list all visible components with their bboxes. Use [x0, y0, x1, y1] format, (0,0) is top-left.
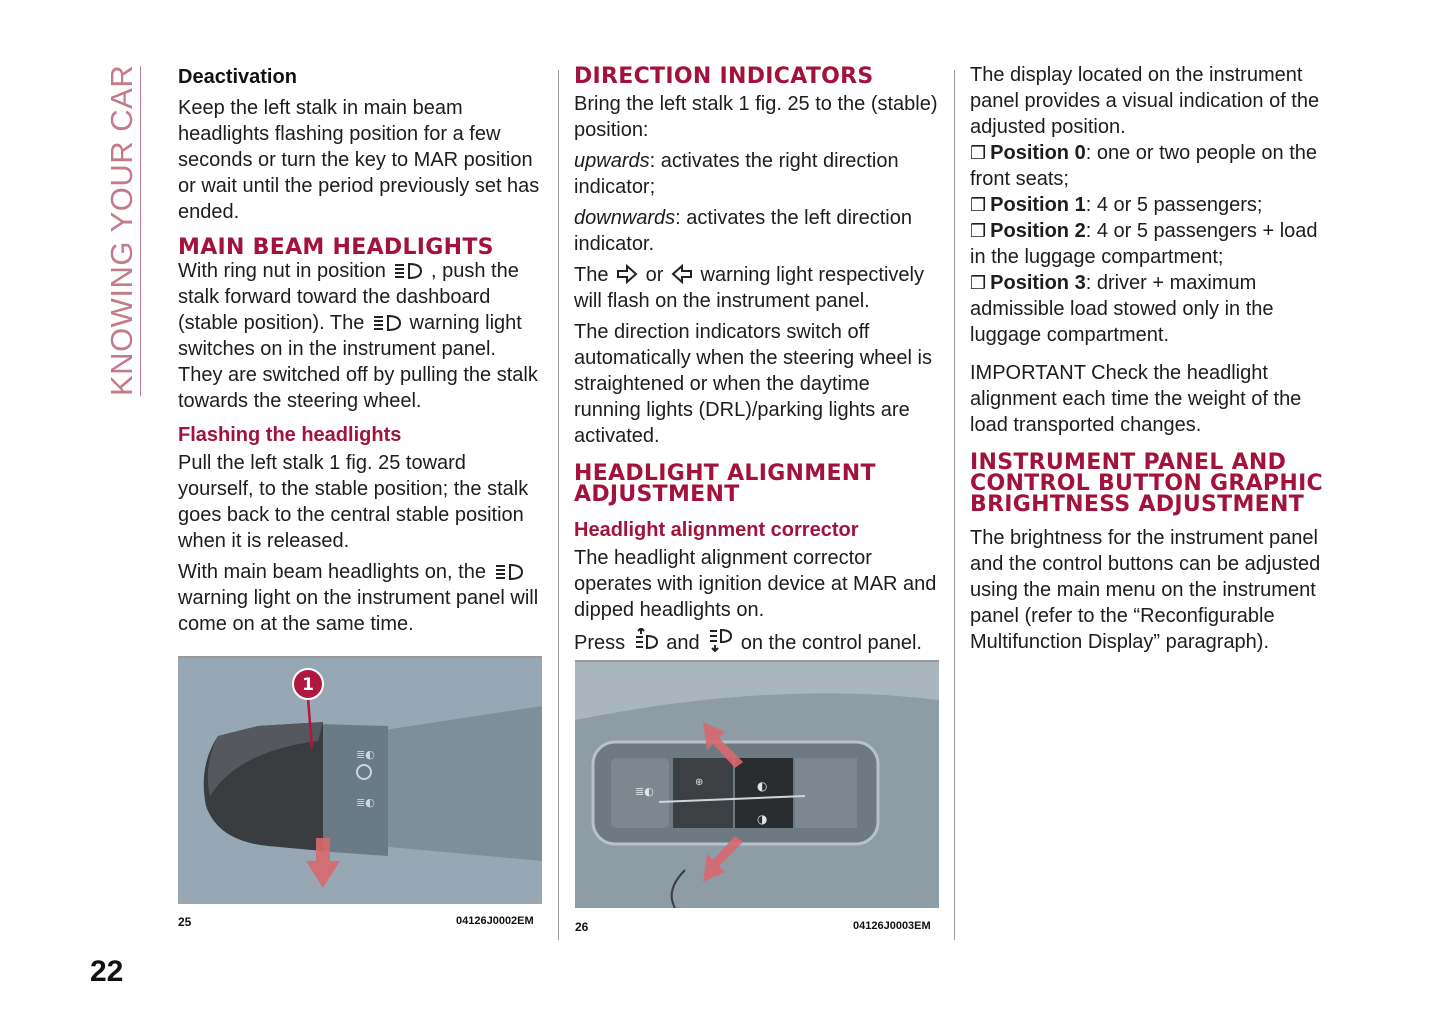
upwards-paragraph: [574, 148, 940, 200]
position-1-text: : 4 or 5 passengers;: [1085, 194, 1263, 216]
main-beam-on-text-1: With main beam headlights on, the: [178, 561, 486, 583]
important-text: IMPORTANT Check the headlight alignment each time the weight of the load transported changes.: [970, 362, 1302, 436]
auto-off-text: The direction indicators switch off automatically when the steering wheel is straightened or when the daytime running lights (DRL)/parking lights are activated.: [574, 321, 932, 447]
press-label: Press: [574, 632, 626, 654]
checkbox-icon: ❒: [970, 221, 987, 241]
main-beam-text-1: With ring nut in position: [178, 260, 386, 282]
main-beam-icon: [393, 262, 423, 280]
main-beam-text-3: warning light switches on in the instrument panel. They are switched off by pulling the stalk towards the steering wheel.: [178, 312, 538, 412]
position-2-item: [970, 218, 1336, 270]
figure-25-code: 04126J0002EM: [456, 915, 534, 927]
position-1-label: Position 1: [990, 194, 1086, 216]
flashing-heading: Flashing the headlights: [178, 424, 402, 446]
figure-26-number: 26: [575, 920, 589, 934]
headlight-up-icon: [633, 628, 659, 652]
the-label: The: [574, 264, 609, 286]
headlight-down-icon: [707, 628, 733, 652]
left-arrow-icon: [671, 264, 693, 284]
downwards-text: : activates the left direction indicator.: [574, 207, 912, 255]
position-2-label: Position 2: [990, 220, 1086, 242]
corrector-text: The headlight alignment corrector operates with ignition device at MAR and dipped headlights on.: [574, 547, 937, 621]
turn-signal-paragraph: [574, 262, 940, 314]
svg-text:◑: ◑: [757, 812, 768, 826]
direction-heading: DIRECTION INDICATORS: [574, 64, 874, 89]
svg-text:≣◐: ≣◐: [356, 748, 375, 761]
control-panel-text: on the control panel.: [740, 632, 922, 654]
main-beam-paragraph: [178, 258, 542, 414]
upwards-term: upwards: [574, 150, 650, 172]
figure-25-stalk: [178, 656, 542, 904]
brightness-heading: INSTRUMENT PANEL AND CONTROL BUTTON GRAPHIC BRIGHTNESS ADJUSTMENT: [970, 450, 1324, 517]
svg-text:≣◐: ≣◐: [356, 796, 375, 809]
right-arrow-icon: [616, 264, 638, 284]
display-text: The display located on the instrument panel provides a visual indication of the adjusted position.: [970, 64, 1320, 138]
upwards-text: : activates the right direction indicator;: [574, 150, 899, 198]
position-2-text: : 4 or 5 passengers + load in the luggage compartment;: [970, 220, 1318, 268]
deactivation-text: Keep the left stalk in main beam headlights flashing position for a few seconds or turn the key to MAR position or wait until the period previously set has ended.: [178, 97, 540, 223]
sidebar-rule: [140, 66, 141, 396]
direction-text: Bring the left stalk 1 fig. 25 to the (stable) position:: [574, 93, 938, 141]
page-number: 22: [90, 955, 124, 988]
corrector-heading: Headlight alignment corrector: [574, 519, 859, 541]
main-beam-text-2: , push the stalk forward toward the dashboard (stable position). The: [178, 260, 519, 334]
svg-text:≣◐: ≣◐: [635, 785, 654, 798]
position-0-text: : one or two people on the front seats;: [970, 142, 1317, 190]
column-1: [178, 62, 542, 642]
brightness-text: The brightness for the instrument panel and the control buttons can be adjusted using the main menu on the instrument panel (refer to the “Reconfigurable Multifunction Display” paragraph).: [970, 527, 1321, 653]
section-sidebar-title: [104, 66, 140, 396]
stalk-illustration: [178, 656, 542, 904]
checkbox-icon: ❒: [970, 143, 987, 163]
position-0-label: Position 0: [990, 142, 1086, 164]
checkbox-icon: ❒: [970, 273, 987, 293]
flashing-text: Pull the left stalk 1 fig. 25 toward yourself, to the stable position; the stalk goes back to the central stable position when it is released.: [178, 452, 529, 552]
position-3-text: : driver + maximum admissible load stowed only in the luggage compartment.: [970, 272, 1274, 346]
warning-text: warning light respectively will flash on the instrument panel.: [574, 264, 924, 312]
press-paragraph: [574, 628, 940, 656]
column-3: [970, 62, 1336, 660]
position-3-item: [970, 270, 1336, 348]
figure-25-number: 25: [178, 915, 192, 929]
column-divider: [954, 70, 955, 940]
figure-26-code: 04126J0003EM: [853, 920, 931, 932]
main-beam-icon: [494, 563, 524, 581]
column-2: [574, 62, 940, 661]
main-beam-on-text-2: warning light on the instrument panel will come on at the same time.: [178, 587, 539, 635]
main-beam-heading: MAIN BEAM HEADLIGHTS: [178, 235, 494, 260]
figure-26-control-panel: [575, 660, 939, 908]
main-beam-icon: [372, 314, 402, 332]
position-0-item: [970, 140, 1336, 192]
column-divider: [558, 70, 559, 940]
or-label: or: [645, 264, 664, 286]
downwards-paragraph: [574, 205, 940, 257]
position-3-label: Position 3: [990, 272, 1086, 294]
and-label: and: [666, 632, 700, 654]
callout-number: 1: [302, 675, 314, 695]
svg-text:⊕: ⊕: [695, 777, 704, 788]
deactivation-heading: Deactivation: [178, 66, 297, 88]
section-title-text: KNOWING YOUR CAR: [104, 64, 139, 396]
main-beam-on-paragraph: [178, 559, 542, 637]
checkbox-icon: ❒: [970, 195, 987, 215]
svg-text:◐: ◐: [757, 779, 768, 793]
downwards-term: downwards: [574, 207, 676, 229]
control-panel-illustration: [575, 660, 939, 908]
alignment-heading: HEADLIGHT ALIGNMENT ADJUSTMENT: [574, 461, 876, 507]
position-1-item: [970, 192, 1336, 218]
